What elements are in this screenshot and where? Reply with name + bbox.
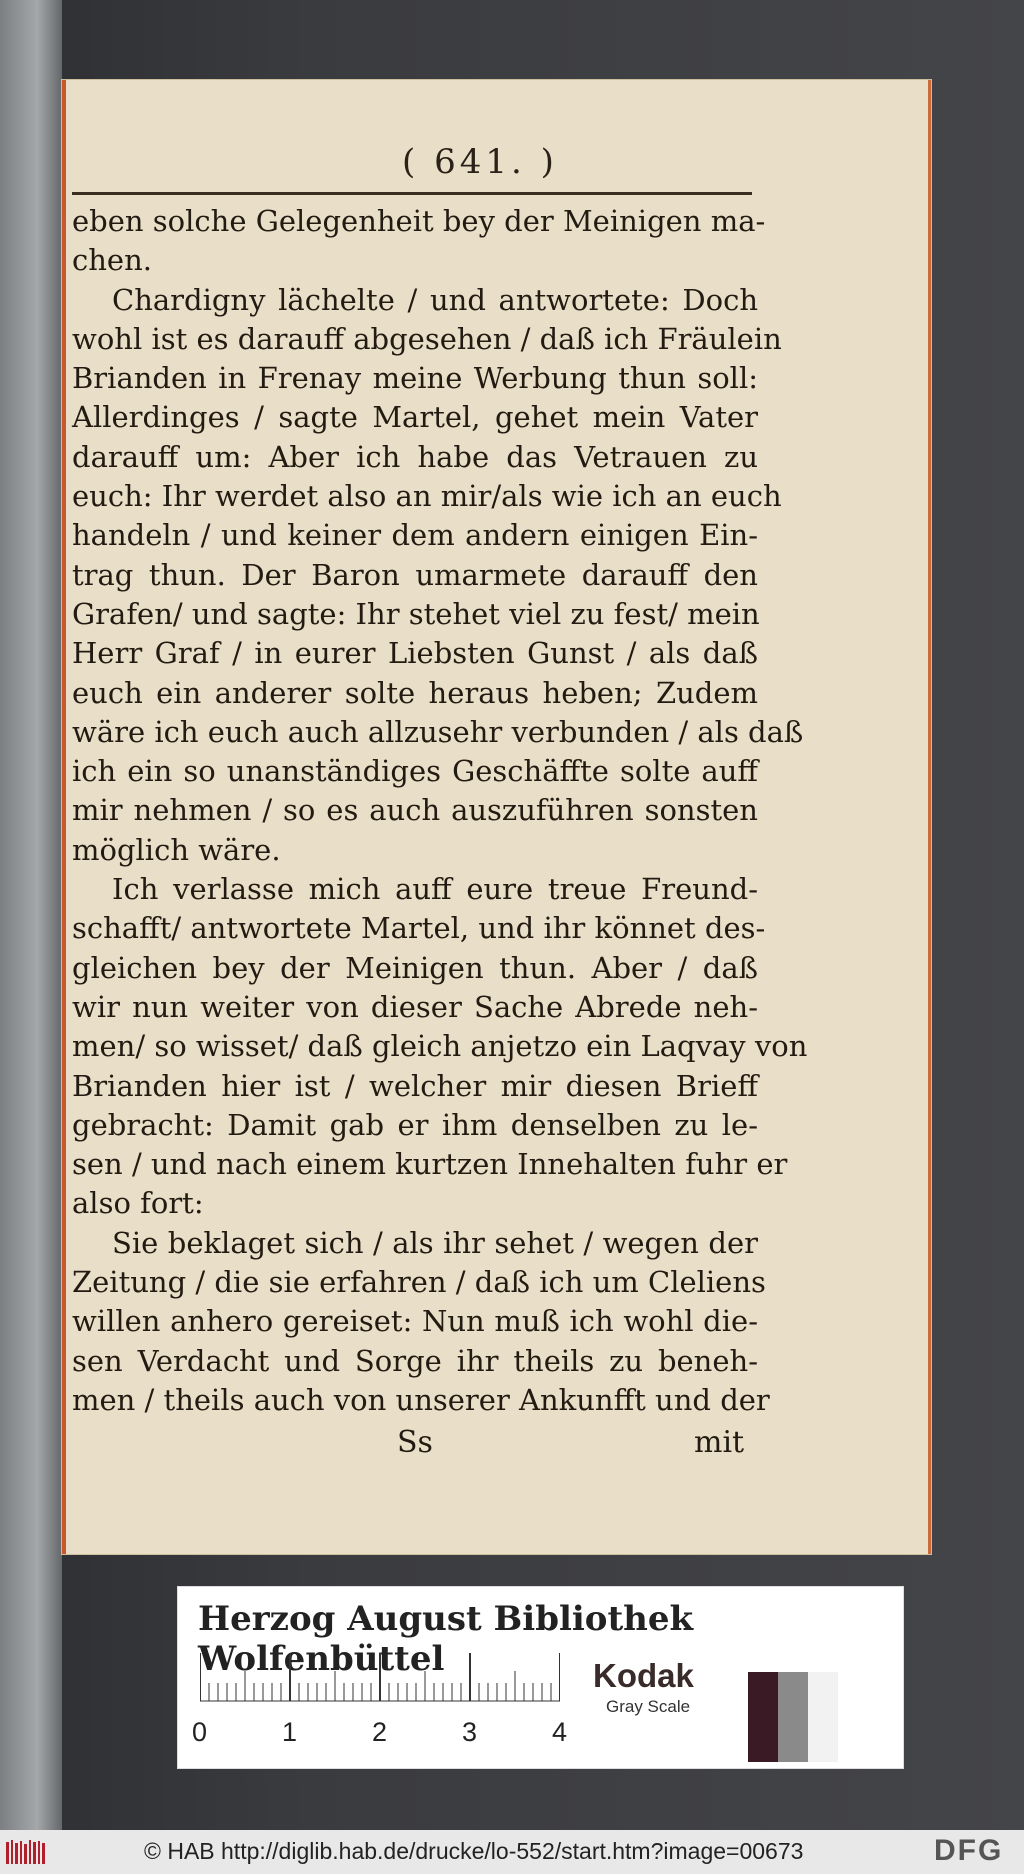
page-number: ( 641. )	[402, 142, 558, 182]
text-line: Zeitung / die sie erfahren / daß ich um Cleliens	[72, 1265, 766, 1300]
ruler-number: 1	[282, 1717, 298, 1747]
text-line: möglich wäre.	[72, 832, 281, 867]
text-line: mir nehmen / so es auch auszuführen sonsten	[72, 793, 758, 828]
text-line: Grafen/ und sagte: Ihr stehet viel zu fest/ mein	[72, 596, 760, 631]
measurement-ruler	[200, 1653, 560, 1703]
library-name: Herzog August Bibliothek Wolfenbüttel	[198, 1599, 694, 1679]
text-line: ich ein so unanständiges Geschäffte solte auff	[72, 754, 758, 789]
text-line: handeln / und keiner dem andern einigen Ein-	[72, 518, 758, 553]
previous-page-edge	[0, 0, 62, 1830]
text-line: Herr Graf / in eurer Liebsten Gunst / als daß	[72, 636, 758, 671]
hab-logo-icon	[4, 1838, 48, 1866]
text-line: euch: Ihr werdet also an mir/als wie ich an euch	[72, 479, 782, 514]
text-line: wohl ist es darauff abgesehen / daß ich Fräulein	[72, 321, 782, 356]
page-text	[72, 202, 808, 1420]
text-line: Chardigny lächelte / und antwortete: Doch	[112, 282, 758, 317]
dfg-logo: DFG	[934, 1834, 1004, 1867]
color-target-card	[177, 1586, 904, 1769]
text-line: gleichen bey der Meinigen thun. Aber / daß	[72, 950, 758, 985]
text-line: Ich verlasse mich auff eure treue Freund-	[112, 872, 758, 907]
text-line: schafft/ antwortete Martel, und ihr könnet des-	[72, 911, 766, 946]
text-line: Brianden hier ist / welcher mir diesen Brieff	[72, 1068, 758, 1103]
header-rule	[72, 192, 752, 195]
gray-patch	[748, 1672, 778, 1762]
text-line: sen Verdacht und Sorge ihr theils zu beneh-	[72, 1343, 758, 1378]
copyright-credit: © HAB http://diglib.hab.de/drucke/lo-552/start.htm?image=00673	[144, 1838, 804, 1864]
ruler-number: 4	[552, 1717, 568, 1747]
text-line: men/ so wisset/ daß gleich anjetzo ein Laqvay von	[72, 1029, 808, 1064]
kodak-logo: Kodak	[593, 1657, 694, 1694]
ruler-number: 2	[372, 1717, 388, 1747]
gray-patch	[808, 1672, 838, 1762]
text-line: gebracht: Damit gab er ihm denselben zu le-	[72, 1107, 758, 1142]
text-line: wir nun weiter von dieser Sache Abrede neh-	[72, 989, 758, 1024]
catchword: mit	[694, 1425, 745, 1460]
text-line: also fort:	[72, 1186, 204, 1221]
text-line: darauff um: Aber ich habe das Vetrauen zu	[72, 439, 758, 474]
ruler-number: 3	[462, 1717, 478, 1747]
book-page	[62, 80, 931, 1554]
text-line: chen.	[72, 243, 152, 278]
text-line: euch ein anderer solte heraus heben; Zudem	[72, 675, 758, 710]
text-line: eben solche Gelegenheit bey der Meinigen ma-	[72, 204, 766, 238]
gray-patches	[748, 1672, 838, 1762]
gray-patch	[778, 1672, 808, 1762]
text-line: willen anhero gereiset: Nun muß ich wohl die-	[72, 1304, 758, 1339]
footer-bar	[0, 1830, 1024, 1874]
text-line: men / theils auch von unserer Ankunfft und der	[72, 1382, 770, 1417]
gray-scale-label: Gray Scale	[606, 1697, 691, 1716]
ruler-number: 0	[192, 1717, 208, 1747]
text-line: trag thun. Der Baron umarmete darauff den	[72, 557, 758, 592]
signature-mark: Ss	[397, 1425, 433, 1460]
text-line: wäre ich euch auch allzusehr verbunden / als daß	[72, 714, 804, 749]
text-line: Allerdinges / sagte Martel, gehet mein Vater	[72, 400, 758, 435]
text-line: Sie beklaget sich / als ihr sehet / wegen der	[112, 1225, 758, 1260]
text-line: sen / und nach einem kurtzen Innehalten fuhr er	[72, 1147, 788, 1182]
text-line: Brianden in Frenay meine Werbung thun soll:	[72, 361, 758, 396]
